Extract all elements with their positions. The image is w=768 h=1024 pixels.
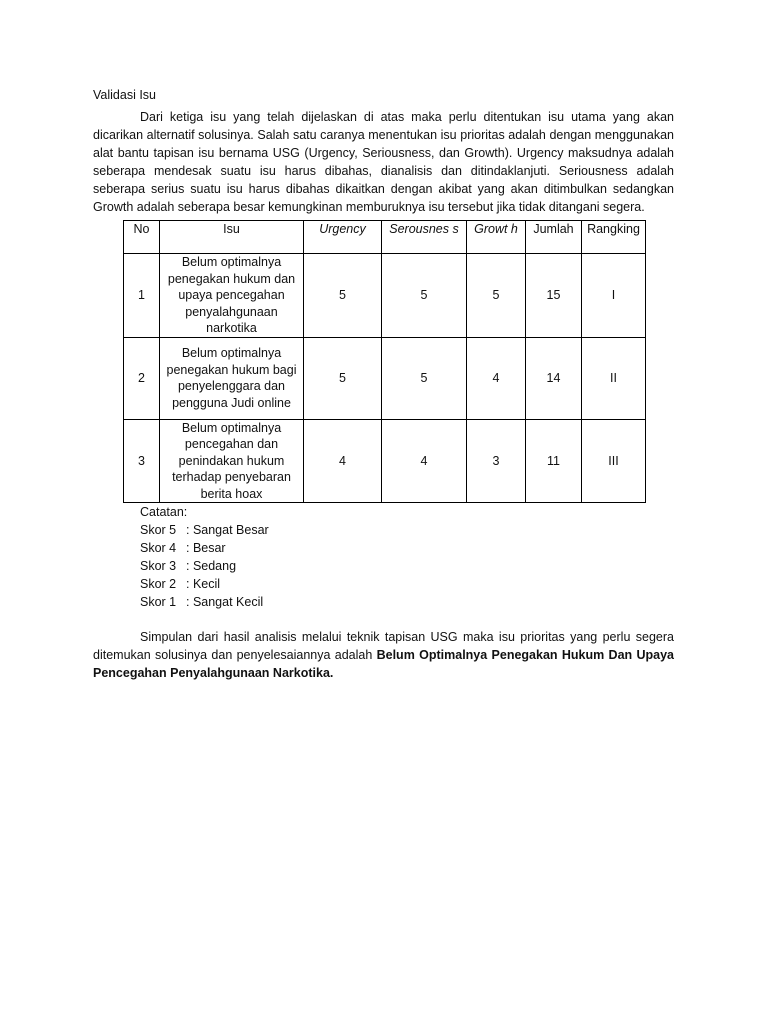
- table-row: [124, 254, 646, 338]
- cell-serousness: 4: [382, 419, 467, 503]
- cell-no: 2: [124, 337, 160, 419]
- header-isu: Isu: [160, 221, 304, 254]
- conclusion-priority-issue: Belum Optimalnya Penegakan Hukum Dan Upaya Pencegahan Penyalahgunaan Narkotika.: [93, 648, 674, 680]
- header-jumlah: Jumlah: [526, 221, 582, 254]
- table-row: [124, 419, 646, 503]
- score-value: : Besar: [186, 541, 226, 555]
- score-item: [140, 575, 674, 593]
- table-row: [124, 337, 646, 419]
- cell-no: 3: [124, 419, 160, 503]
- cell-rangking: II: [582, 337, 646, 419]
- conclusion-text: Simpulan dari hasil analisis melalui teknik tapisan USG maka isu prioritas yang perlu segera ditemukan solusinya dan penyelesaiannya adalah: [93, 630, 674, 662]
- cell-growth: 4: [467, 337, 526, 419]
- usg-table: [123, 220, 646, 503]
- cell-isu: Belum optimalnya pencegahan dan penindakan hukum terhadap penyebaran berita hoax: [160, 419, 304, 503]
- document-heading: Validasi Isu: [93, 88, 156, 102]
- cell-urgency: 4: [304, 419, 382, 503]
- score-item: [140, 521, 674, 539]
- header-no: No: [124, 221, 160, 254]
- intro-paragraph: Dari ketiga isu yang telah dijelaskan di atas maka perlu ditentukan isu utama yang akan dicarikan alternatif solusinya. Salah satu caranya menentukan isu prioritas adalah dengan menggunakan alat bantu tapisan isu bernama USG (Urgency, Seriousness, dan Growth). Urgency maksudnya adalah seberapa mendesak suatu isu harus dibahas, dianalisis dan ditindaklanjuti. Seriousness adalah seberapa serius suatu isu harus dibahas dikaitkan dengan akibat yang akan ditimbulkan sedangkan Growth adalah seberapa besar kemungkinan memburuknya isu tersebut jika tidak ditangani segera.: [93, 110, 674, 214]
- score-key: Skor 5: [140, 523, 177, 537]
- table-header-row: [124, 221, 646, 254]
- score-key: Skor 2: [140, 577, 177, 591]
- score-key: Skor 3: [140, 559, 177, 573]
- cell-jumlah: 14: [526, 337, 582, 419]
- cell-no: 1: [124, 254, 160, 338]
- score-item: [140, 539, 674, 557]
- score-value: : Sangat Kecil: [186, 595, 264, 609]
- cell-urgency: 5: [304, 337, 382, 419]
- header-urgency: Urgency: [304, 221, 382, 254]
- notes-block: [140, 503, 674, 611]
- score-value: : Kecil: [186, 577, 221, 591]
- score-item: [140, 557, 674, 575]
- score-item: [140, 593, 674, 611]
- cell-jumlah: 11: [526, 419, 582, 503]
- cell-urgency: 5: [304, 254, 382, 338]
- document-page: [93, 86, 674, 682]
- header-growth: Growt h: [467, 221, 526, 254]
- notes-title: Catatan:: [140, 505, 188, 519]
- score-key: Skor 1: [140, 595, 177, 609]
- score-key: Skor 4: [140, 541, 177, 555]
- score-value: : Sedang: [186, 559, 237, 573]
- cell-jumlah: 15: [526, 254, 582, 338]
- cell-rangking: III: [582, 419, 646, 503]
- header-rangking: Rangking: [582, 221, 646, 254]
- conclusion-paragraph: [93, 628, 674, 682]
- cell-growth: 3: [467, 419, 526, 503]
- header-serousness: Serousnes s: [382, 221, 467, 254]
- cell-isu: Belum optimalnya penegakan hukum dan upaya pencegahan penyalahgunaan narkotika: [160, 254, 304, 338]
- cell-serousness: 5: [382, 337, 467, 419]
- cell-isu: Belum optimalnya penegakan hukum bagi penyelenggara dan pengguna Judi online: [160, 337, 304, 419]
- cell-rangking: I: [582, 254, 646, 338]
- score-value: : Sangat Besar: [186, 523, 269, 537]
- cell-serousness: 5: [382, 254, 467, 338]
- cell-growth: 5: [467, 254, 526, 338]
